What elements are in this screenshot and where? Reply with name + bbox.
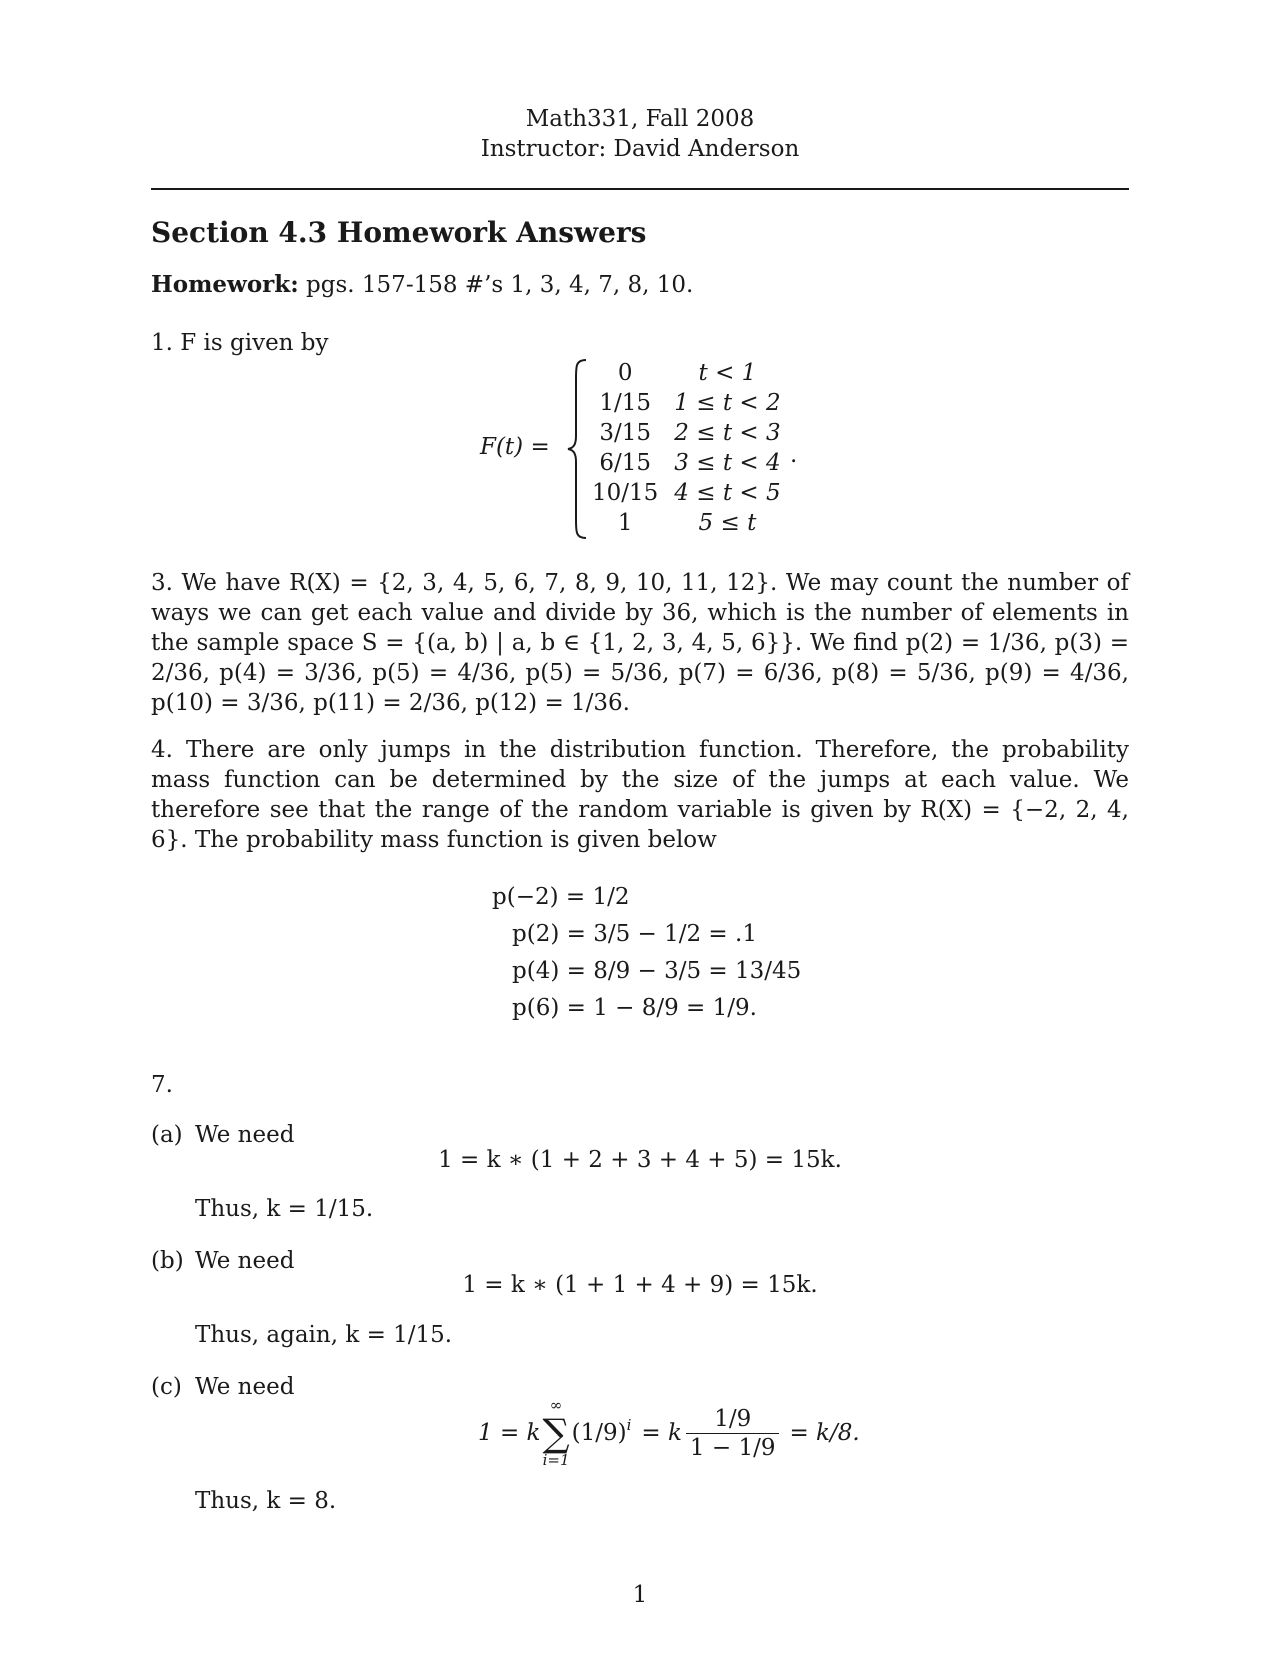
part-a-marker: (a): [151, 1122, 183, 1148]
sum-upper-limit: ∞: [549, 1396, 563, 1414]
part-b-text: We need: [195, 1248, 295, 1274]
sum-lower-limit: i=1: [542, 1451, 570, 1469]
piecewise-value: 3/15: [599, 420, 651, 446]
part-c-text: We need: [195, 1374, 295, 1400]
pmf-eq-2: p(2) = 3/5 − 1/2 = .1: [512, 921, 757, 947]
part-a-result: Thus, k = 1/15.: [195, 1196, 374, 1222]
pmf-eq-1: p(−2) = 1/2: [492, 884, 630, 910]
piecewise-cond: 2 ≤ t < 3: [674, 420, 781, 446]
piecewise-end: .: [790, 442, 798, 468]
part-c-end: = k/8.: [789, 1420, 860, 1446]
part-c-marker: (c): [151, 1374, 182, 1400]
problem-7-label: 7.: [151, 1072, 173, 1098]
sum-exponent: i: [626, 1416, 632, 1434]
fraction-denominator: 1 − 1/9: [689, 1434, 776, 1461]
piecewise-row: [584, 418, 789, 448]
piecewise-cond: 4 ≤ t < 5: [674, 480, 781, 506]
pmf-eq-4: p(6) = 1 − 8/9 = 1/9.: [512, 995, 757, 1021]
homework-line: [151, 270, 693, 300]
problem-1-intro: 1. F is given by: [151, 330, 329, 356]
fraction-numerator: 1/9: [686, 1405, 780, 1434]
part-a-equation: 1 = k ∗ (1 + 2 + 3 + 4 + 5) = 15k.: [438, 1147, 842, 1173]
piecewise-value: 1: [617, 510, 633, 536]
sum-sign: ∑: [542, 1411, 570, 1455]
part-b-result: Thus, again, k = 1/15.: [195, 1322, 453, 1348]
piecewise-lhs: F(t) =: [480, 434, 550, 460]
part-b-marker: (b): [151, 1248, 184, 1274]
piecewise-row: [584, 448, 789, 478]
piecewise-row: [584, 358, 789, 388]
homework-label: Homework:: [151, 271, 299, 298]
part-a-text: We need: [195, 1122, 295, 1148]
piecewise-value: 10/15: [592, 480, 659, 506]
page-number: 1: [632, 1582, 648, 1608]
part-c-result: Thus, k = 8.: [195, 1488, 337, 1514]
piecewise-value: 6/15: [599, 450, 651, 476]
part-c-mid: = k: [641, 1420, 682, 1446]
summation: [542, 1398, 569, 1468]
homework-text: pgs. 157-158 #’s 1, 3, 4, 7, 8, 10.: [298, 272, 694, 298]
pmf-eq-3: p(4) = 8/9 − 3/5 = 13/45: [512, 958, 802, 984]
sum-body: (1/9): [571, 1420, 627, 1446]
instructor-line: Instructor: David Anderson: [480, 136, 800, 162]
problem-3-text: 3. We have R(X) = {2, 3, 4, 5, 6, 7, 8, 9, 10, 11, 12}. We may count the number of ways we can get each value and divide by 36, which is the number of elements in the sample space S = {(a, b) | a, b ∈ {1, 2, 3, 4, 5, 6}}. We find p(2) = 1/36, p(3) = 2/36, p(4) = 3/36, p(5) = 4/36, p(5) = 5/36, p(7) = 6/36, p(8) = 5/36, p(9) = 4/36, p(10) = 3/36, p(11) = 2/36, p(12) = 1/36.: [151, 570, 1129, 716]
piecewise-cond: t < 1: [698, 360, 757, 386]
piecewise-row: [584, 478, 789, 508]
part-c-lhs: 1 = k: [478, 1420, 541, 1446]
piecewise-value: 0: [617, 360, 633, 386]
piecewise-cond: 1 ≤ t < 2: [674, 390, 781, 416]
part-c-equation: [478, 1388, 860, 1478]
section-title: Section 4.3 Homework Answers: [151, 216, 647, 249]
problem-4-text: 4. There are only jumps in the distribution function. Therefore, the probability mass function can be determined by the size of the jumps at each value. We therefore see that the range of the random variable is given by R(X) = {−2, 2, 4, 6}. The probability mass function is given below: [151, 737, 1129, 853]
piecewise-row: [584, 388, 789, 418]
piecewise-table: [584, 358, 789, 538]
part-b-equation: 1 = k ∗ (1 + 1 + 4 + 9) = 15k.: [462, 1272, 818, 1298]
course-title: Math331, Fall 2008: [525, 106, 755, 132]
header-rule: [151, 188, 1129, 190]
piecewise-row: [584, 508, 789, 538]
piecewise-value: 1/15: [599, 390, 651, 416]
piecewise-cond: 3 ≤ t < 4: [674, 450, 781, 476]
fraction: [686, 1405, 780, 1462]
piecewise-cond: 5 ≤ t: [698, 510, 757, 536]
